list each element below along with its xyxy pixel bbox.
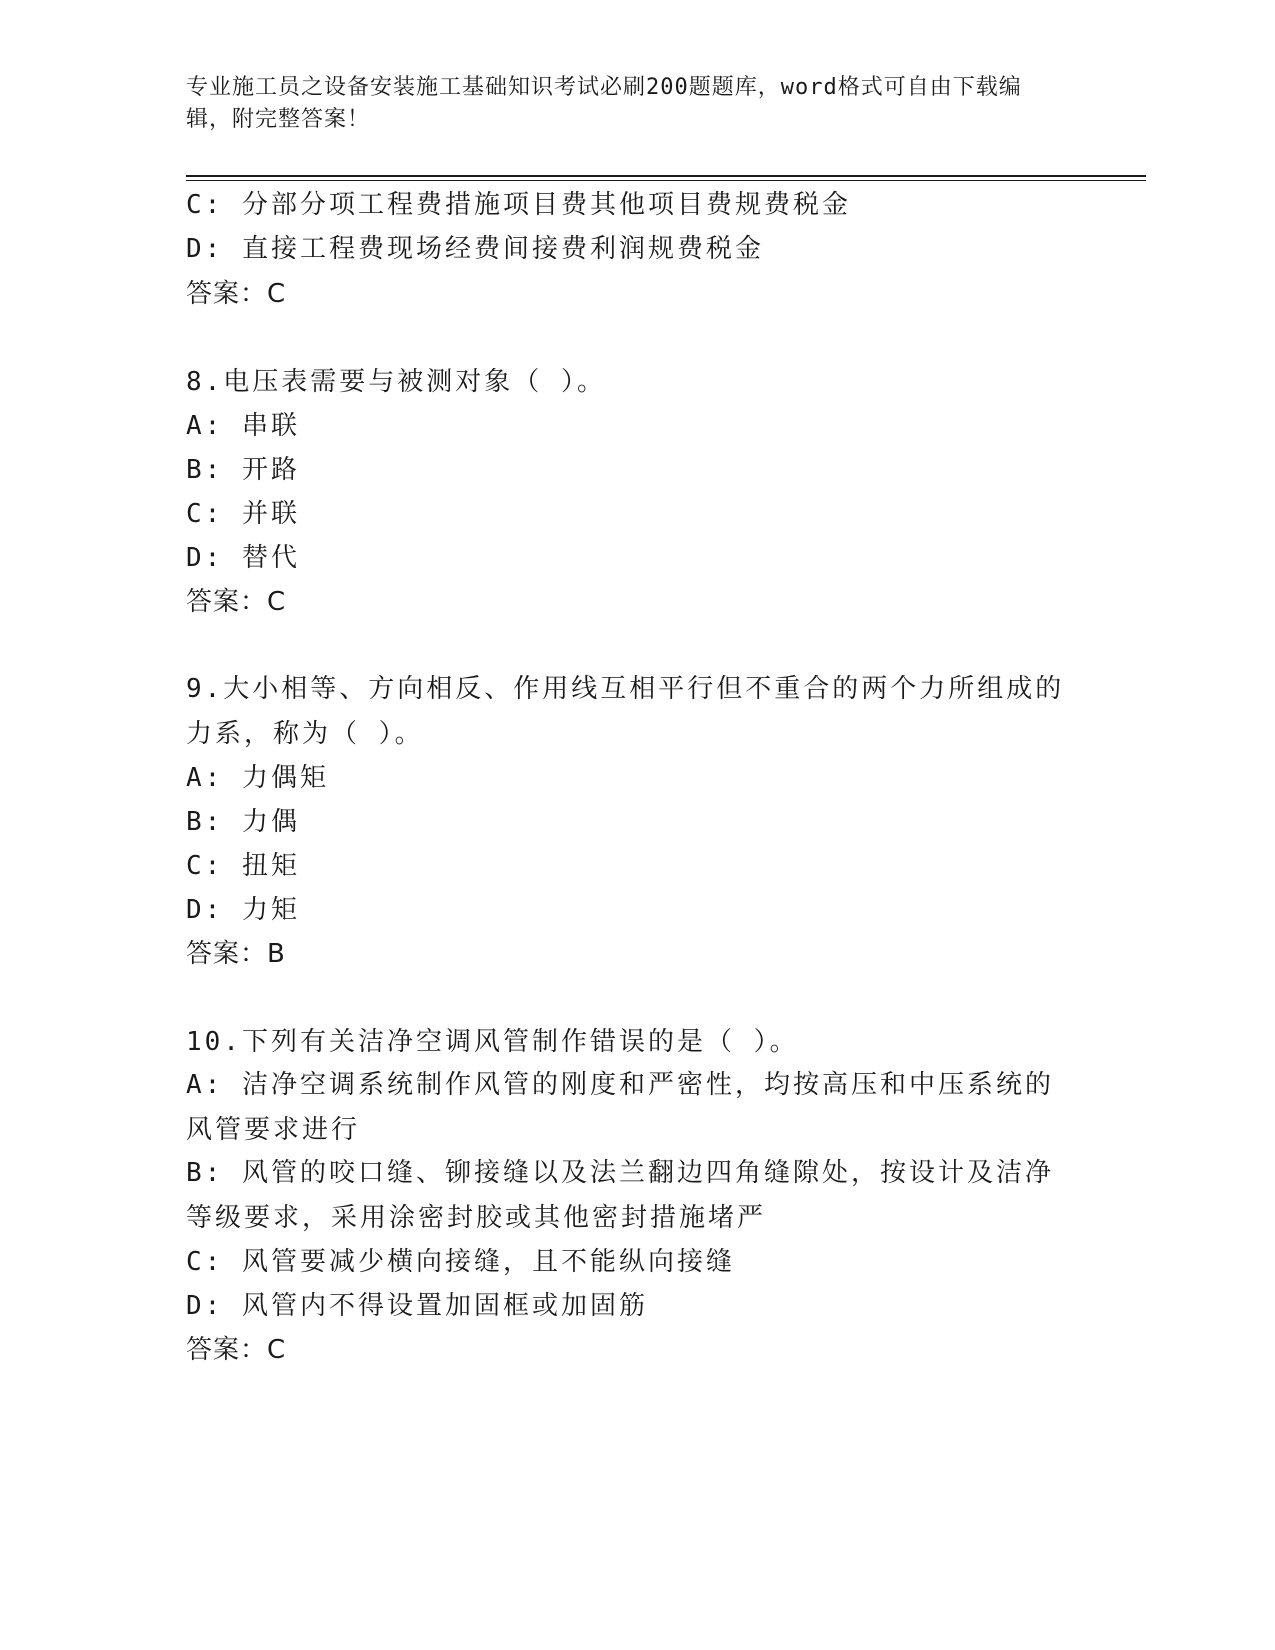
q9-question: 9.大小相等、方向相反、作用线互相平行但不重合的两个力所组成的力系，称为（ ）。	[186, 674, 1065, 749]
q8-answer: 答案：C	[186, 587, 287, 617]
document-header: 专业施工员之设备安装施工基础知识考试必刷200题题库，word格式可自由下载编辑，附完整答案！	[186, 75, 1022, 132]
q8-option-b: B: 开路	[186, 455, 300, 485]
q8-question: 8.电压表需要与被测对象（ ）。	[186, 367, 606, 397]
q7-answer: 答案：C	[186, 279, 287, 309]
q8-option-a: A: 串联	[186, 411, 300, 441]
q9-option-a: A: 力偶矩	[186, 763, 329, 793]
q9-option-c: C: 扭矩	[186, 851, 300, 881]
q7-option-d: D: 直接工程费现场经费间接费利润规费税金	[186, 234, 764, 264]
q7-option-c: C: 分部分项工程费措施项目费其他项目费规费税金	[186, 190, 851, 220]
q8-option-d: D: 替代	[186, 543, 300, 573]
header-rule-thin	[186, 180, 1146, 181]
q10-answer: 答案：C	[186, 1335, 287, 1365]
q9-option-b: B: 力偶	[186, 807, 300, 837]
q10-option-a: A: 洁净空调系统制作风管的刚度和严密性，均按高压和中压系统的风管要求进行	[186, 1070, 1054, 1145]
q10-option-c: C: 风管要减少横向接缝，且不能纵向接缝	[186, 1247, 735, 1277]
q10-question: 10.下列有关洁净空调风管制作错误的是（ ）。	[186, 1027, 799, 1057]
q9-option-d: D: 力矩	[186, 895, 300, 925]
q10-option-b: B: 风管的咬口缝、铆接缝以及法兰翻边四角缝隙处，按设计及洁净等级要求，采用涂密封胶或其他密封措施堵严	[186, 1158, 1054, 1233]
header-rule-thick	[186, 175, 1146, 177]
q9-answer: 答案：B	[186, 939, 286, 969]
q10-option-d: D: 风管内不得设置加固框或加固筋	[186, 1291, 648, 1321]
q8-option-c: C: 并联	[186, 499, 300, 529]
